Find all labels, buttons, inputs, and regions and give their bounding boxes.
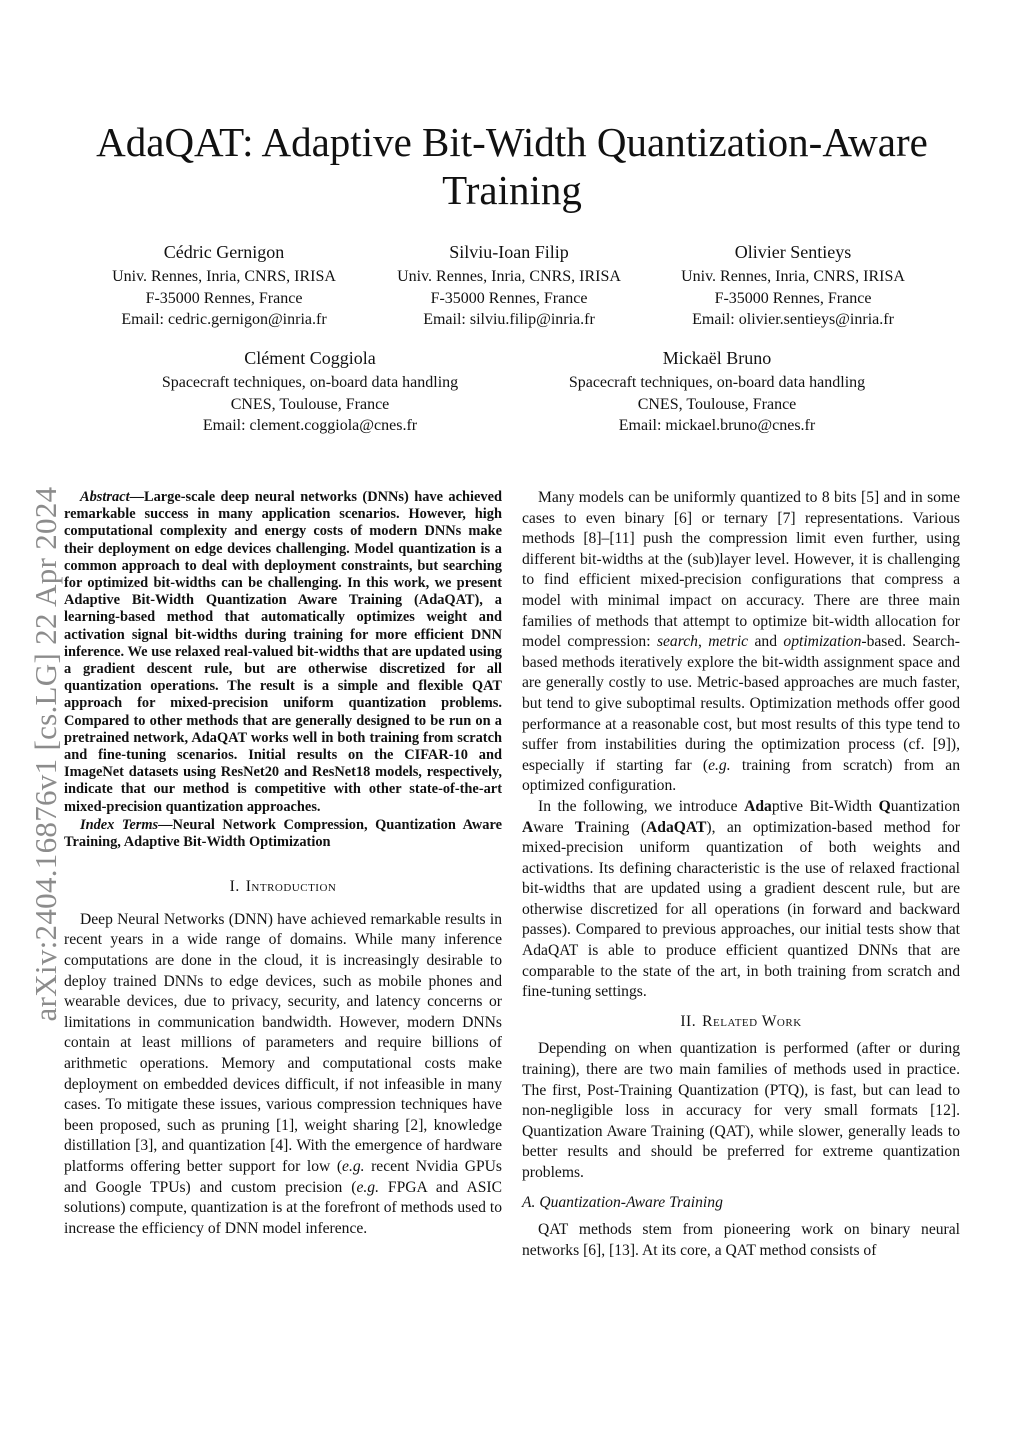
section-title: Related Work [702,1012,802,1030]
abstract-text: Large-scale deep neural networks (DNNs) have achieved remarkable success in many application scenarios. However, high computational complexity and energy costs of modern DNNs make their deployment on edge devices challenging. Model quantization is a common approach to deal with deployment constraints, but searching for optimized bit-widths can be challenging. In this work, we present Adaptive Bit-Width Quantization Aware Training (AdaQAT), a learning-based method that automatically optimizes weight and activation signal bit-widths during training for more efficient DNN inference. We use relaxed real-valued bit-widths that are updated using a gradient descent rule, but are otherwise discretized for all quantization operations. The result is a simple and flexible QAT approach for mixed-precision uniform quantization problems. Compared to other methods that are generally designed to be run on a pretrained network, AdaQAT works well in both training from scratch and fine-tuning scenarios. Initial results on the CIFAR-10 and ImageNet datasets using ResNet20 and ResNet18 models, respectively, indicate that our method is competitive with other state-of-the-art mixed-precision quantization approaches. [64,489,502,815]
abstract-dash: — [129,489,144,505]
author-name: Cédric Gernigon [163,242,285,262]
text-run: ), an optimization-based method for mixed-precision uniform quantization of both weights and activations. Its defining characteristic is the use of relaxed fractional bit-widths that are updated using a gradient descent rule, but are otherwise discretized for all operations (in forward and backward passes). Compared to previous approaches, our initial tests show that AdaQAT is able to produce efficient quantized DNNs that are comparable to the state of the art, in both training from scratch and fine-tuning settings. [522,818,960,1001]
author-location: CNES, Toulouse, France [637,395,797,413]
author-affiliation: Univ. Rennes, Inria, CNRS, IRISA [112,268,336,285]
author-email: Email: mickael.bruno@cnes.fr [618,417,816,434]
paper-title: AdaQAT: Adaptive Bit-Width Quantization-Aware Training [96,119,928,213]
intro-paragraph-3 [522,797,960,1003]
text-run-italic: e.g. [708,756,731,774]
author-location: CNES, Toulouse, France [230,395,390,413]
author-email: Email: cedric.gernigon@inria.fr [121,311,327,328]
author-name: Silviu-Ioan Filip [449,242,569,262]
text-run: and [748,633,784,651]
text-run: -based. Search-based methods iteratively explore the bit-width assignment space and are generally costly to use. Metric-based approaches are much faster, but tend to give suboptimal results. Optimization methods offer good performance at a reasonable cost, but most results of this type tend to suffer from instabilities during the optimization process (cf. [9]), especially if starting far ( [522,633,960,774]
text-run-italic: search [656,633,698,651]
text-run-bold: Q [878,797,891,815]
author-name: Clément Coggiola [244,348,376,368]
author-affiliation: Univ. Rennes, Inria, CNRS, IRISA [681,268,905,285]
text-run: training from scratch) from an optimized configuration. [522,756,960,795]
author-location: F-35000 Rennes, France [145,289,303,307]
right-column [522,488,960,1261]
text-run: FPGA and ASIC solutions) compute, quantization is at the forefront of methods used to increase the efficiency of DNN model inference. [64,1178,502,1237]
text-run-italic: e.g. [356,1178,379,1196]
author-block-1 [74,240,374,331]
author-name: Olivier Sentieys [734,242,852,262]
abstract [64,489,502,816]
section-number: II. [680,1012,697,1030]
author-name: Mickaël Bruno [662,348,772,368]
index-terms-dash: — [158,816,173,833]
author-affiliation: Spacecraft techniques, on-board data handling [161,374,459,391]
text-run: raining ( [585,818,647,836]
text-run-bold: AdaQAT [646,818,707,836]
text-run-bold: A [522,818,534,836]
left-column [64,489,502,1239]
intro-paragraph-1 [64,910,502,1240]
arxiv-side-stamp: arXiv:2404.16876v1 [cs.LG] 22 Apr 2024 [28,486,63,1022]
author-email: Email: clement.coggiola@cnes.fr [202,417,418,434]
text-run: Many models can be uniformly quantized to 8 bits [5] and in some cases to even binary [6] or ternary [7] representations. Various methods [8]–[11] push the compression limit even further, using different bit-widths at the (sub)layer level. However, it is challenging to find efficient mixed-precision configurations that compress a model with minimal impact on accuracy. There are three main families of methods that attempt to optimize bit-width allocation for model compression: [522,489,960,651]
author-block-4 [130,346,490,437]
text-run-italic: metric [708,633,749,651]
author-affiliation: Spacecraft techniques, on-board data handling [568,374,866,391]
text-run: , [697,633,709,651]
index-terms-text: Neural Network Compression, Quantization Aware Training, Adaptive Bit-Width Optimization [64,816,502,851]
text-run-italic: e.g. [342,1157,365,1175]
section-title: Introduction [245,878,337,896]
text-run: In the following, we introduce [538,797,745,815]
related-work-paragraph-1: Depending on when quantization is performed (after or during training), there are two main families of methods used in practice. The first, Post-Training Quantization (PTQ), is fast, but can lead to non-negligible loss in accuracy for very small formats [12]. Quantization Aware Training (QAT), while slower, generally leads to better results and should be preferred for extreme quantization problems. [522,1040,960,1181]
section-heading-introduction [64,877,502,898]
author-block-2 [359,240,659,331]
text-run: Deep Neural Networks (DNN) have achieved remarkable results in recent years in a wide range of domains. While many inference computations are done in the cloud, it is increasingly desirable to deploy trained DNNs to edge devices, such as mobile phones and wearable devices, due to privacy, security, and latency concerns or limitations in communication bandwidth. However, modern DNNs contain at least millions of parameters and require billions of arithmetic operations. Memory and computational costs make deployment on embedded devices difficult, if not infeasible in many cases. To mitigate these issues, various compression techniques have been proposed, such as pruning [1], weight sharing [2], knowledge distillation [3], and quantization [4]. With the emergence of hardware platforms offering better support for low ( [64,910,502,1175]
text-run: uantization [890,797,960,815]
abstract-label: Abstract [80,489,130,505]
author-email: Email: silviu.filip@inria.fr [423,311,595,328]
author-block-5 [537,346,897,437]
subsection-heading-qat: A. Quantization-Aware Training [522,1193,723,1211]
section-number: I. [229,878,240,896]
text-run: recent Nvidia GPUs and Google TPUs) and custom precision ( [64,1157,502,1196]
related-work-paragraph-2: QAT methods stem from pioneering work on binary neural networks [6], [13]. At its core, a QAT method consists of [522,1221,960,1259]
text-run-bold: Ada [744,797,772,815]
index-terms-label: Index Terms [80,816,159,833]
text-run: ware [533,818,575,836]
index-terms [64,817,502,851]
text-run: ptive Bit-Width [771,797,879,815]
author-affiliation: Univ. Rennes, Inria, CNRS, IRISA [397,268,621,285]
author-block-3 [643,240,943,331]
intro-paragraph-2 [522,488,960,797]
section-heading-related-work [522,1012,960,1033]
text-run-italic: optimization [783,633,862,651]
text-run-bold: T [574,818,586,836]
author-email: Email: olivier.sentieys@inria.fr [692,311,894,328]
author-location: F-35000 Rennes, France [430,289,588,307]
author-location: F-35000 Rennes, France [714,289,872,307]
